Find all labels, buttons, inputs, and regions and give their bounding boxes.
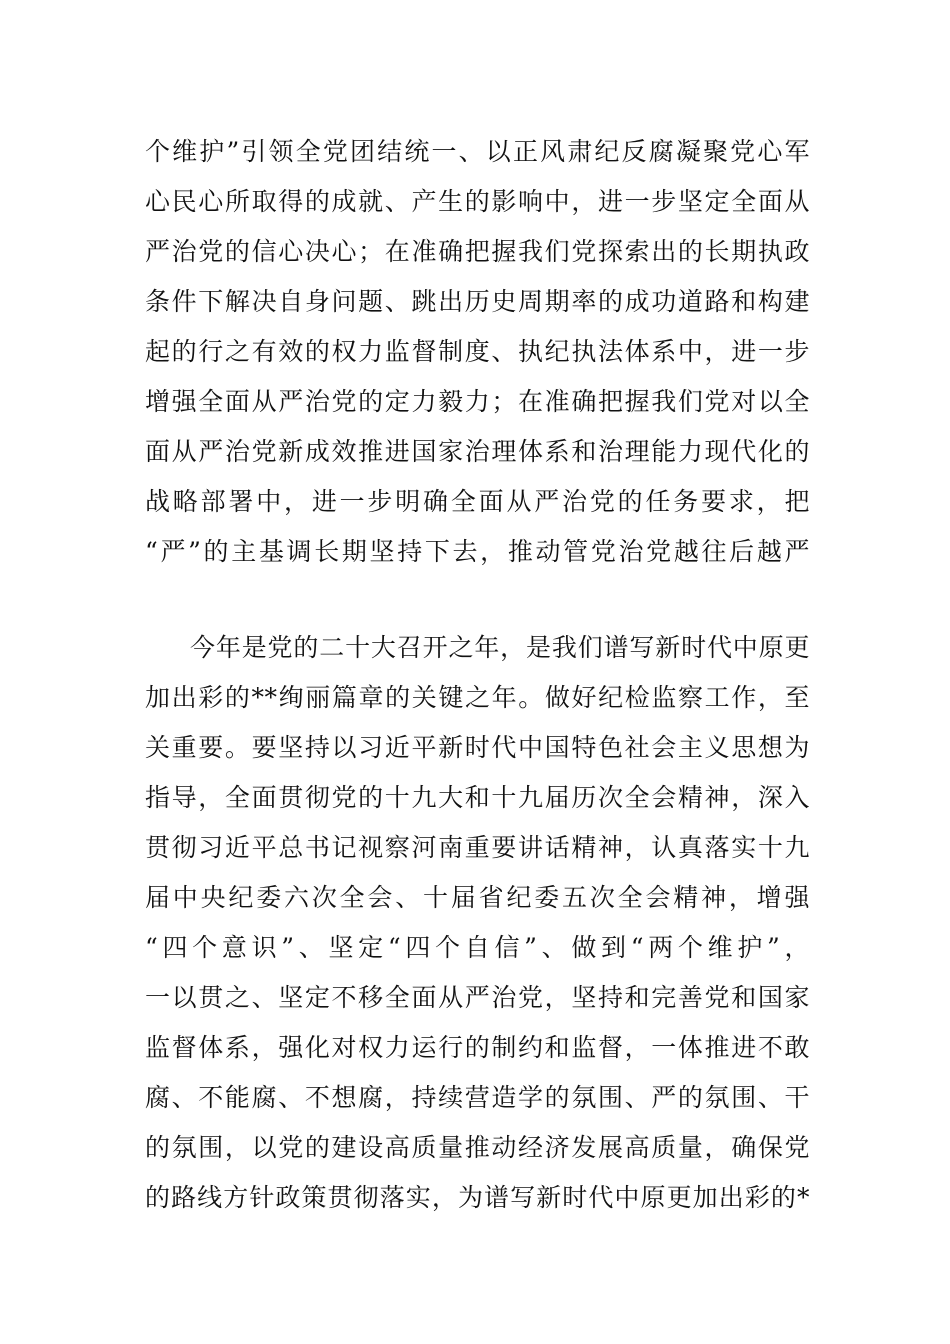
paragraph-1-line-8: 战略部署中，进一步明确全面从严治党的任务要求，把 <box>145 487 810 516</box>
paragraph-1-line-2: 心民心所取得的成就、产生的影响中，进一步坚定全面从 <box>145 187 810 216</box>
paragraph-1-line-3: 严治党的信心决心；在准确把握我们党探索出的长期执政 <box>145 237 810 266</box>
paragraph-2-line-2: 加出彩的**绚丽篇章的关键之年。做好纪检监察工作，至 <box>145 683 810 712</box>
paragraph-2-line-9: 监督体系，强化对权力运行的制约和监督，一体推进不敢 <box>145 1033 810 1062</box>
paragraph-2-line-10: 腐、不能腐、不想腐，持续营造学的氛围、严的氛围、干 <box>145 1083 810 1112</box>
paragraph-1-line-6: 增强全面从严治党的定力毅力；在准确把握我们党对以全 <box>145 387 810 416</box>
paragraph-2-line-7: “四个意识”、坚定“四个自信”、做到“两个维护”， <box>145 933 810 962</box>
paragraph-2-line-5: 贯彻习近平总书记视察河南重要讲话精神，认真落实十九 <box>145 833 810 862</box>
paragraph-2-line-6: 届中央纪委六次全会、十届省纪委五次全会精神，增强 <box>145 883 810 912</box>
paragraph-2-line-8: 一以贯之、坚定不移全面从严治党，坚持和完善党和国家 <box>145 983 810 1012</box>
paragraph-1-line-7: 面从严治党新成效推进国家治理体系和治理能力现代化的 <box>145 437 810 466</box>
paragraph-2-line-4: 指导，全面贯彻党的十九大和十九届历次全会精神，深入 <box>145 783 810 812</box>
paragraph-1-line-5: 起的行之有效的权力监督制度、执纪执法体系中，进一步 <box>145 337 810 366</box>
paragraph-1-line-1: 个维护”引领全党团结统一、以正风肃纪反腐凝聚党心军 <box>145 137 810 166</box>
paragraph-2-line-3: 关重要。要坚持以习近平新时代中国特色社会主义思想为 <box>145 733 810 762</box>
paragraph-2-line-12: 的路线方针政策贯彻落实，为谱写新时代中原更加出彩的* <box>145 1183 810 1212</box>
paragraph-2-line-1: 今年是党的二十大召开之年，是我们谱写新时代中原更 <box>190 633 810 662</box>
paragraph-2-line-11: 的氛围，以党的建设高质量推动经济发展高质量，确保党 <box>145 1133 810 1162</box>
paragraph-1-line-9: “严”的主基调长期坚持下去，推动管党治党越往后越严 <box>145 537 810 566</box>
paragraph-1-line-4: 条件下解决自身问题、跳出历史周期率的成功道路和构建 <box>145 287 810 316</box>
